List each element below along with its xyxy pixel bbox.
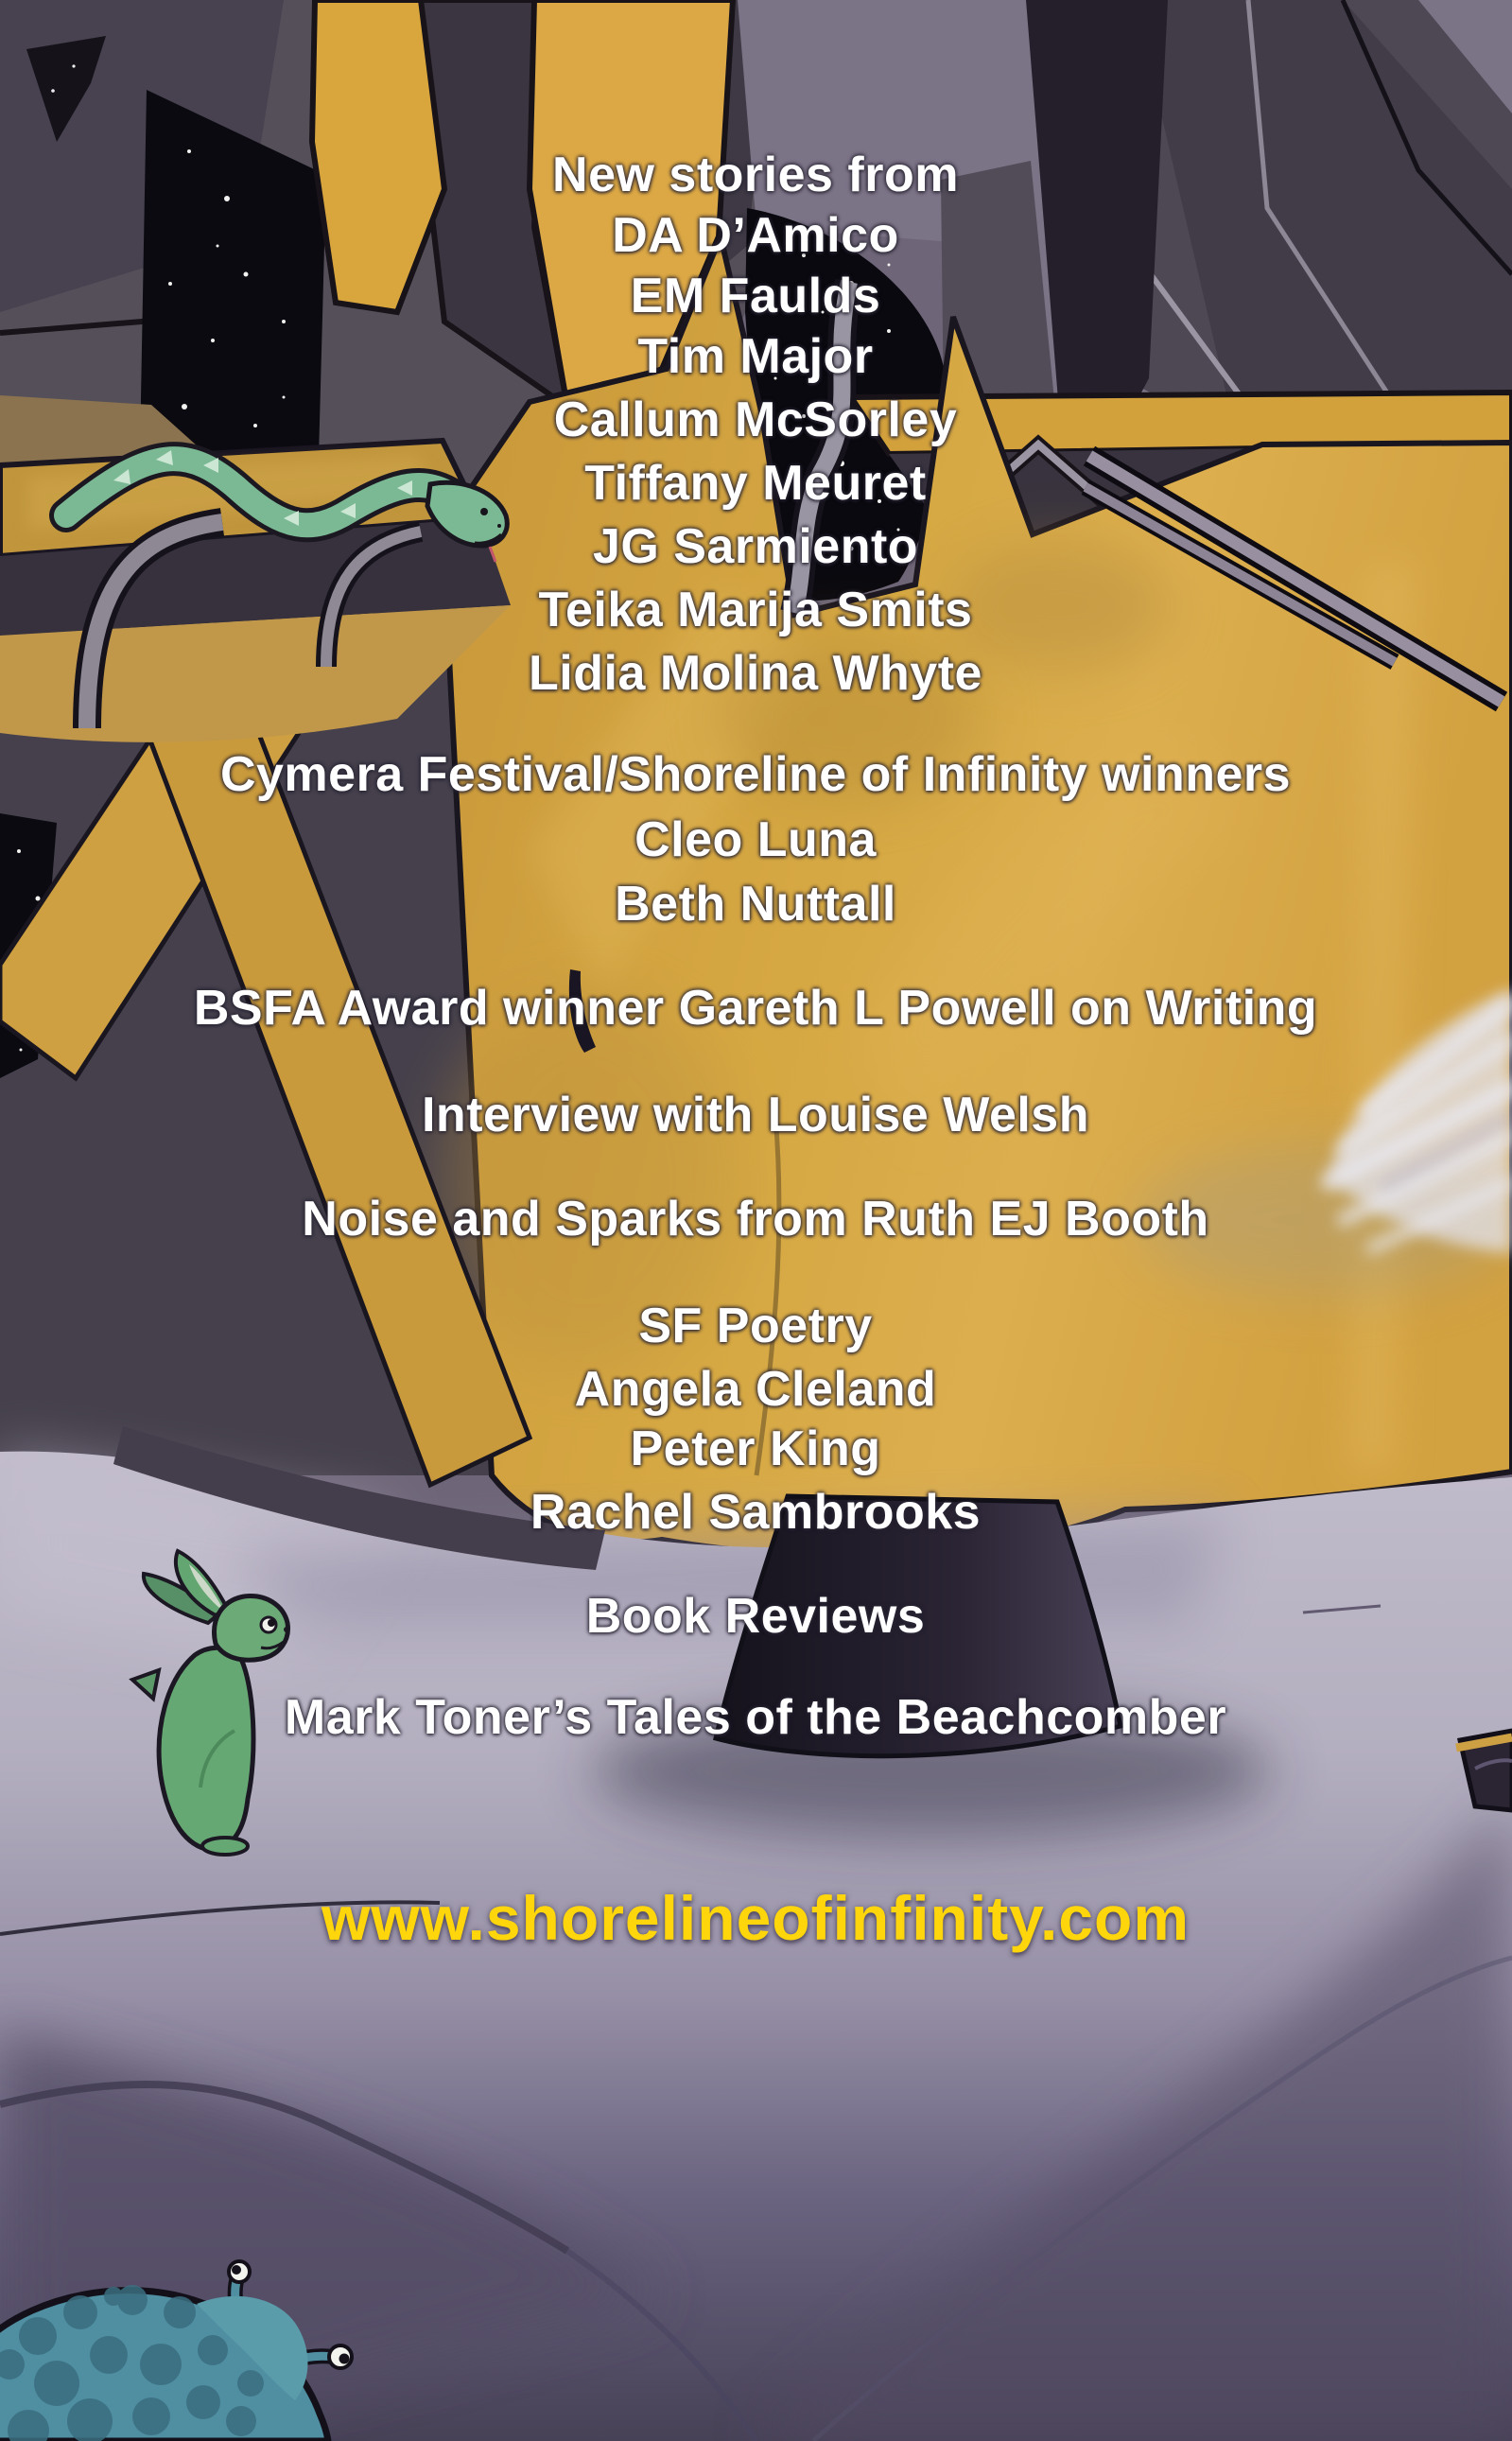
contents-line: JG Sarmiento: [592, 519, 919, 574]
contents-line: Peter King: [630, 1421, 881, 1476]
contents-line: Cleo Luna: [634, 812, 877, 867]
contents-line: Cymera Festival/Shoreline of Infinity winners: [219, 747, 1292, 802]
website-link[interactable]: www.shorelineofinfinity.com: [321, 1883, 1190, 1953]
contents-line: EM Faulds: [630, 269, 881, 323]
contents-line: Teika Marija Smits: [538, 583, 973, 637]
contents-line: Tiffany Meuret: [584, 456, 927, 511]
contents-line: Interview with Louise Welsh: [421, 1088, 1089, 1142]
contents-line: Rachel Sambrooks: [530, 1485, 982, 1540]
contents-line: SF Poetry: [638, 1299, 873, 1353]
contents-line: DA D’Amico: [612, 208, 899, 263]
contents-line: Noise and Sparks from Ruth EJ Booth: [302, 1192, 1209, 1247]
contents-line: Mark Toner’s Tales of the Beachcomber: [284, 1690, 1227, 1745]
contents-line: Book Reviews: [585, 1589, 926, 1644]
contents-line: Lidia Molina Whyte: [529, 646, 982, 701]
contents-line: Tim Major: [637, 329, 874, 384]
contents-line: Beth Nuttall: [615, 877, 896, 932]
contents-line: Callum McSorley: [553, 392, 958, 447]
contents-line: Angela Cleland: [574, 1362, 937, 1417]
contents-line: BSFA Award winner Gareth L Powell on Writing: [193, 981, 1318, 1036]
contents-line: New stories from: [552, 148, 959, 202]
